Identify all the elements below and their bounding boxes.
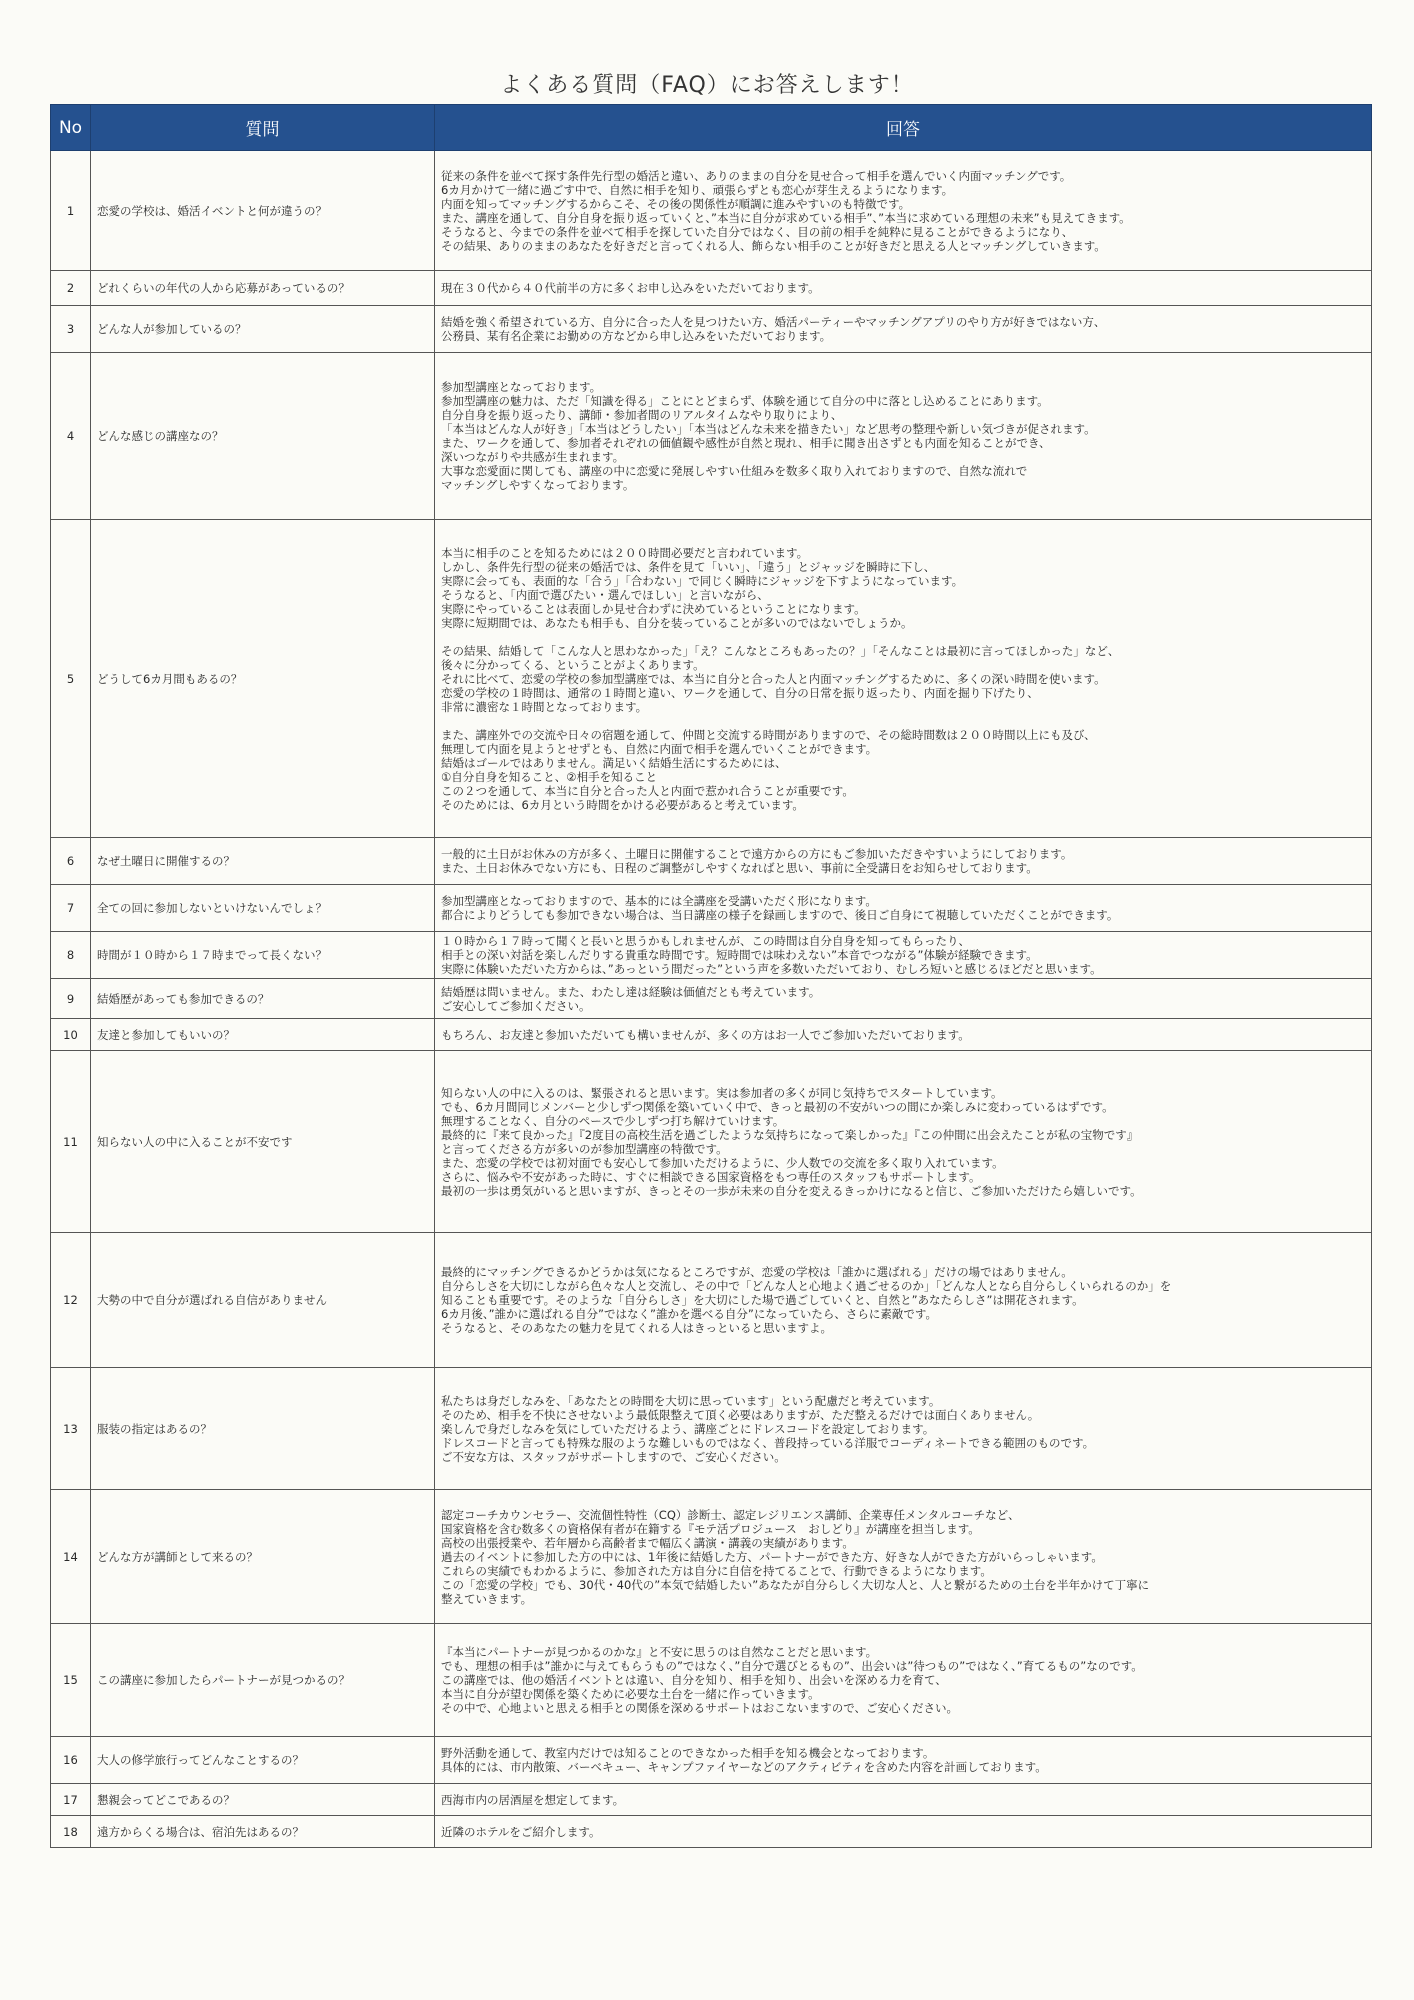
faq-number: 5 [51,520,91,838]
faq-number: 18 [51,1816,91,1848]
faq-number: 2 [51,271,91,306]
faq-question: 恋愛の学校は、婚活イベントと何が違うの？ [91,151,435,271]
faq-number: 3 [51,306,91,353]
faq-answer: 最終的にマッチングできるかどうかは気になるところですが、恋愛の学校は「誰かに選ばれる」だけの場ではありません。 自分らしさを大切にしながら色々な人と交流し、その中で「どんな人と心地よく過ごせるのか」「どんな人となら自分らしくいられるのか」を 知ることも重要です。そのような「自分らしさ」を大切にした場で過ごしていくと、自然と”あなたらしさ”は開花されます。 6カ月後、”誰かに選ばれる自分”ではなく”誰かを選べる自分”になっていたら、さらに素敵です。 そうなると、そのあなたの魅力を見てくれる人はきっといると思いますよ。 [435,1233,1372,1368]
faq-row [51,306,1372,353]
faq-question: 遠方からくる場合は、宿泊先はあるの？ [91,1816,435,1848]
faq-row [51,1784,1372,1816]
faq-number: 11 [51,1051,91,1233]
faq-answer: 私たちは身だしなみを、「あなたとの時間を大切に思っています」という配慮だと考えています。 そのため、相手を不快にさせないよう最低限整えて頂く必要はありますが、ただ整えるだけでは面白くありません。 楽しんで身だしなみを気にしていただけるよう、講座ごとにドレスコードを設定しております。 ドレスコードと言っても特殊な服のような難しいものではなく、普段持っている洋服でコーディネートできる範囲のものです。 ご不安な方は、スタッフがサポートしますので、ご安心ください。 [435,1368,1372,1490]
faq-answer: 『本当にパートナーが見つかるのかな』と不安に思うのは自然なことだと思います。 でも、理想の相手は”誰かに与えてもらうもの”ではなく、”自分で選びとるもの”、出会いは”待つもの”ではなく、”育てるもの”なのです。 この講座では、他の婚活イベントとは違い、自分を知り、相手を知り、出会いを深める力を育て、 本当に自分が望む関係を築くために必要な土台を一緒に作っていきます。 その中で、心地よいと思える相手との関係を深めるサポートはおこないますので、ご安心ください。 [435,1624,1372,1737]
faq-answer: 一般的に土日がお休みの方が多く、土曜日に開催することで遠方からの方にもご参加いただきやすいようにしております。 また、土日お休みでない方にも、日程のご調整がしやすくなればと思い、事前に全受講日をお知らせしております。 [435,838,1372,885]
faq-answer: 現在３０代から４０代前半の方に多くお申し込みをいただいております。 [435,271,1372,306]
faq-answer: 西海市内の居酒屋を想定してます。 [435,1784,1372,1816]
faq-question: 大人の修学旅行ってどんなことするの？ [91,1737,435,1784]
faq-row [51,271,1372,306]
header-answer: 回答 [435,105,1372,151]
faq-answer: 結婚歴は問いません。また、わたし達は経験は価値だとも考えています。 ご安心してご参加ください。 [435,979,1372,1019]
faq-answer: 参加型講座となっておりますので、基本的には全講座を受講いただく形になります。 都合によりどうしても参加できない場合は、当日講座の様子を録画しますので、後日ご自身にて視聴していただくことができます。 [435,885,1372,932]
faq-answer: 本当に相手のことを知るためには２００時間必要だと言われています。 しかし、条件先行型の従来の婚活では、条件を見て「いい」、「違う」とジャッジを瞬時に下し、 実際に会っても、表面的な「合う」「合わない」で同じく瞬時にジャッジを下すようになっています。 そうなると、「内面で選びたい・選んでほしい」と言いながら、 実際にやっていることは表面しか見せ合わずに決めているということになります。 実際に短期間では、あなたも相手も、自分を装っていることが多いのではないでしょうか。 その結果、結婚して「こんな人と思わなかった」「え？こんなところもあったの？」「そんなことは最初に言ってほしかった」など、 後々に分かってくる、ということがよくあります。 それに比べて、恋愛の学校の参加型講座では、本当に自分と合った人と内面マッチングするために、多くの深い時間を使います。 恋愛の学校の１時間は、通常の１時間と違い、ワークを通して、自分の日常を振り返ったり、内面を掘り下げたり、 非常に濃密な１時間となっております。 また、講座外での交流や日々の宿題を通して、仲間と交流する時間がありますので、その総時間数は２００時間以上にも及び、 無理して内面を見ようとせずとも、自然に内面で相手を選んでいくことができます。 結婚はゴールではありません。満足いく結婚生活にするためには、 ①自分自身を知ること、②相手を知ること この２つを通して、本当に自分と合った人と内面で惹かれ合うことが重要です。 そのためには、6カ月という時間をかける必要があると考えています。 [435,520,1372,838]
faq-row [51,1233,1372,1368]
faq-answer: 知らない人の中に入るのは、緊張されると思います。実は参加者の多くが同じ気持ちでスタートしています。 でも、6カ月間同じメンバーと少しずつ関係を築いていく中で、きっと最初の不安がいつの間にか楽しみに変わっているはずです。 無理することなく、自分のペースで少しずつ打ち解けていけます。 最終的に『来て良かった』『2度目の高校生活を過ごしたような気持ちになって楽しかった』『この仲間に出会えたことが私の宝物です』 と言ってくださる方が多いのが参加型講座の特徴です。 また、恋愛の学校では初対面でも安心して参加いただけるように、少人数での交流を多く取り入れています。 さらに、悩みや不安があった時に、すぐに相談できる国家資格をもつ専任のスタッフもサポートします。 最初の一歩は勇気がいると思いますが、きっとその一歩が未来の自分を変えるきっかけになると信じ、ご参加いただけたら嬉しいです。 [435,1051,1372,1233]
faq-number: 9 [51,979,91,1019]
faq-number: 8 [51,932,91,979]
faq-question: 時間が１０時から１７時までって長くない？ [91,932,435,979]
faq-row [51,353,1372,520]
faq-question: 全ての回に参加しないといけないんでしょ？ [91,885,435,932]
faq-number: 10 [51,1019,91,1051]
faq-row [51,1490,1372,1624]
faq-number: 4 [51,353,91,520]
faq-question: どうして6カ月間もあるの？ [91,520,435,838]
faq-answer: 従来の条件を並べて探す条件先行型の婚活と違い、ありのままの自分を見せ合って相手を選んでいく内面マッチングです。 6カ月かけて一緒に過ごす中で、自然に相手を知り、頑張らずとも恋心が芽生えるようになります。 内面を知ってマッチングするからこそ、その後の関係性が順調に進みやすいのも特徴です。 また、講座を通して、自分自身を振り返っていくと、”本当に自分が求めている相手”、”本当に求めている理想の未来”も見えてきます。 そうなると、今までの条件を並べて相手を探していた自分ではなく、目の前の相手を純粋に見ることができるようになり、 その結果、ありのままのあなたを好きだと言ってくれる人、飾らない相手のことが好きだと思える人とマッチングしていきます。 [435,151,1372,271]
faq-answer: 認定コーチカウンセラー、交流個性特性（CQ）診断士、認定レジリエンス講師、企業専任メンタルコーチなど、 国家資格を含む数多くの資格保有者が在籍する『モテ活プロジュース おしどり』が講座を担当します。 高校の出張授業や、若年層から高齢者まで幅広く講演・講義の実績があります。 過去のイベントに参加した方の中には、1年後に結婚した方、パートナーができた方、好きな人ができた方がいらっしゃいます。 これらの実績でもわかるように、参加された方は自分に自信を持てることで、行動できるようになります。 この「恋愛の学校」でも、30代・40代の”本気で結婚したい”あなたが自分らしく大切な人と、人と繋がるための土台を半年かけて丁寧に 整えていきます。 [435,1490,1372,1624]
faq-answer: 野外活動を通して、教室内だけでは知ることのできなかった相手を知る機会となっております。 具体的には、市内散策、バーベキュー、キャンプファイヤーなどのアクティビティを含めた内容を計画しております。 [435,1737,1372,1784]
faq-answer: 参加型講座となっております。 参加型講座の魅力は、ただ「知識を得る」ことにとどまらず、体験を通じて自分の中に落とし込めることにあります。 自分自身を振り返ったり、講師・参加者間のリアルタイムなやり取りにより、 「本当はどんな人が好き」「本当はどうしたい」「本当はどんな未来を描きたい」など思考の整理や新しい気づきが促されます。 また、ワークを通して、参加者それぞれの価値観や感性が自然と現れ、相手に聞き出さずとも内面を知ることができ、 深いつながりや共感が生まれます。 大事な恋愛面に関しても、講座の中に恋愛に発展しやすい仕組みを数多く取り入れておりますので、自然な流れで マッチングしやすくなっております。 [435,353,1372,520]
faq-row [51,932,1372,979]
faq-question: どんな感じの講座なの？ [91,353,435,520]
faq-row [51,1737,1372,1784]
page-title: よくある質問（FAQ）にお答えします！ [500,73,914,98]
faq-row [51,520,1372,838]
faq-number: 16 [51,1737,91,1784]
faq-question: この講座に参加したらパートナーが見つかるの？ [91,1624,435,1737]
faq-row [51,1624,1372,1737]
faq-question: 懇親会ってどこであるの？ [91,1784,435,1816]
faq-answer: もちろん、お友達と参加いただいても構いませんが、多くの方はお一人でご参加いただいております。 [435,1019,1372,1051]
faq-row [51,1051,1372,1233]
header-row [51,105,1372,151]
faq-row [51,151,1372,271]
faq-answer: 近隣のホテルをご紹介します。 [435,1816,1372,1848]
faq-question: 大勢の中で自分が選ばれる自信がありません [91,1233,435,1368]
faq-question: どれくらいの年代の人から応募があっているの？ [91,271,435,306]
faq-question: 結婚歴があっても参加できるの？ [91,979,435,1019]
header-question: 質問 [91,105,435,151]
faq-question: 友達と参加してもいいの？ [91,1019,435,1051]
faq-number: 15 [51,1624,91,1737]
faq-row [51,1019,1372,1051]
faq-row [51,885,1372,932]
faq-table [50,104,1372,1848]
faq-answer: 結婚を強く希望されている方、自分に合った人を見つけたい方、婚活パーティーやマッチングアプリのやり方が好きではない方、 公務員、某有名企業にお勤めの方などから申し込みをいただいております。 [435,306,1372,353]
faq-number: 1 [51,151,91,271]
faq-question: 知らない人の中に入ることが不安です [91,1051,435,1233]
faq-answer: １０時から１７時って聞くと長いと思うかもしれませんが、この時間は自分自身を知ってもらったり、 相手との深い対話を楽しんだりする貴重な時間です。短時間では味わえない”本音でつながる”体験が経験できます。 実際に体験いただいた方からは、”あっという間だった”という声を多数いただいており、むしろ短いと感じるほどだと思います。 [435,932,1372,979]
faq-row [51,979,1372,1019]
faq-question: なぜ土曜日に開催するの？ [91,838,435,885]
faq-number: 14 [51,1490,91,1624]
faq-number: 17 [51,1784,91,1816]
faq-number: 13 [51,1368,91,1490]
faq-question: どんな人が参加しているの？ [91,306,435,353]
faq-question: 服装の指定はあるの？ [91,1368,435,1490]
faq-row [51,1368,1372,1490]
faq-question: どんな方が講師として来るの？ [91,1490,435,1624]
faq-row [51,838,1372,885]
faq-number: 12 [51,1233,91,1368]
faq-row [51,1816,1372,1848]
faq-number: 6 [51,838,91,885]
faq-number: 7 [51,885,91,932]
header-no: No [51,105,91,151]
